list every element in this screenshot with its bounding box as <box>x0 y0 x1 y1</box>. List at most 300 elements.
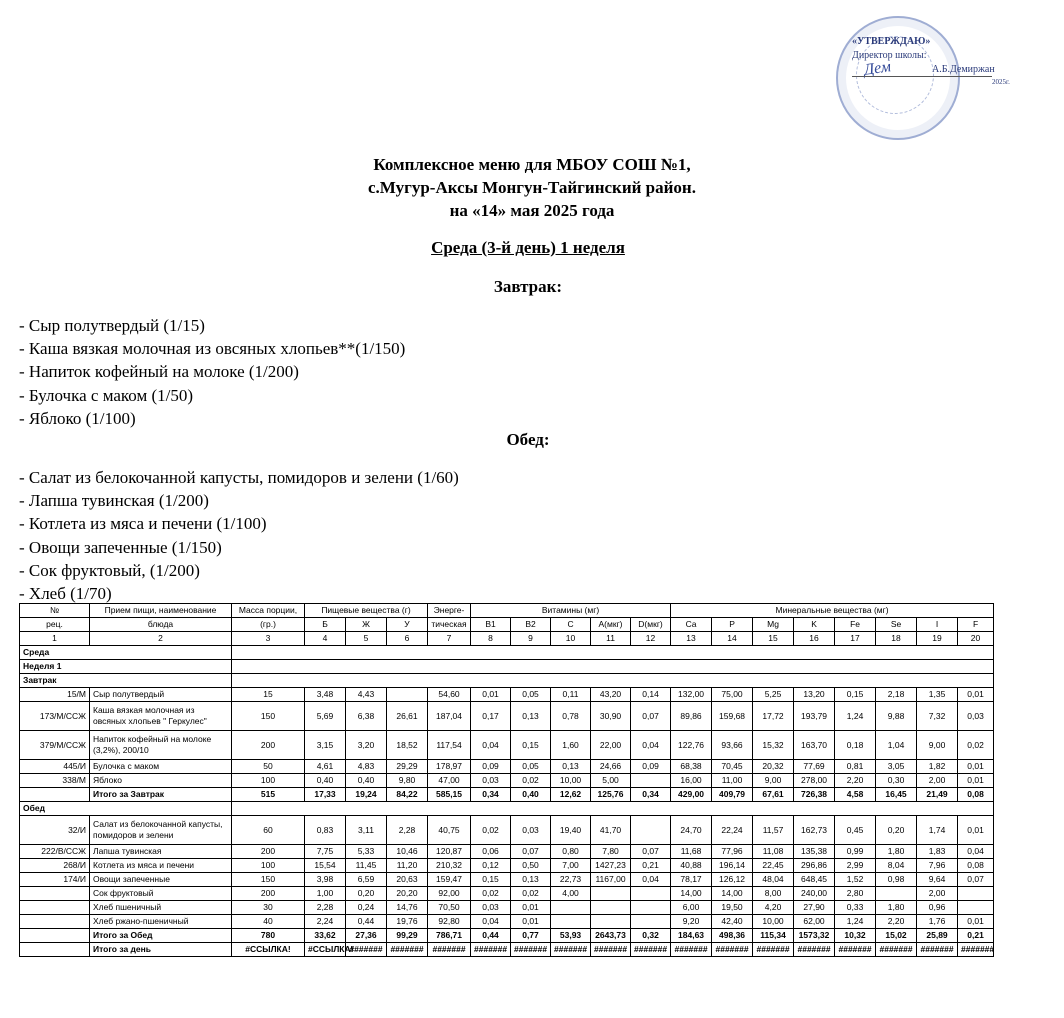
nutrient-value: 2,20 <box>876 915 917 929</box>
nutrient-value: 122,76 <box>671 731 712 760</box>
nutrient-value: ####### <box>428 943 471 957</box>
nutrient-value: 20,20 <box>387 887 428 901</box>
stamp-year-text: 2025г. <box>992 78 1010 86</box>
nutrient-value: 3,98 <box>305 873 346 887</box>
nutrient-value: 0,04 <box>631 731 671 760</box>
nutrient-value: 515 <box>232 788 305 802</box>
header-energy-2: тическая <box>428 618 471 632</box>
nutrient-value: 150 <box>232 873 305 887</box>
nutrient-value: 84,22 <box>387 788 428 802</box>
nutrient-value: 7,32 <box>917 702 958 731</box>
table-row <box>20 901 994 915</box>
nutrient-value: 0,04 <box>471 915 511 929</box>
nutrient-value: 2,18 <box>876 688 917 702</box>
nutrient-value: 126,12 <box>712 873 753 887</box>
table-row <box>20 859 994 873</box>
nutrient-value: 0,02 <box>511 887 551 901</box>
section-label: Обед <box>20 802 232 816</box>
nutrient-value: 0,08 <box>958 859 994 873</box>
nutrient-value: 5,33 <box>346 845 387 859</box>
nutrient-value: 4,00 <box>551 887 591 901</box>
nutrient-value: 29,29 <box>387 760 428 774</box>
recipe-number <box>20 887 90 901</box>
dish-name: Итого за Обед <box>90 929 232 943</box>
nutrient-value: 9,00 <box>917 731 958 760</box>
nutrient-value: 99,29 <box>387 929 428 943</box>
nutrient-value: 11,20 <box>387 859 428 873</box>
nutrient-value: 2,20 <box>835 774 876 788</box>
nutrient-value: ####### <box>958 943 994 957</box>
nutrient-value: ####### <box>835 943 876 957</box>
nutrient-value: 78,17 <box>671 873 712 887</box>
nutrient-value: 1,80 <box>876 845 917 859</box>
dish-name: Яблоко <box>90 774 232 788</box>
nutrient-value: 0,40 <box>346 774 387 788</box>
nutrient-value: 48,04 <box>753 873 794 887</box>
nutrient-value: 178,97 <box>428 760 471 774</box>
nutrient-value: 16,00 <box>671 774 712 788</box>
header-sub: B2 <box>511 618 551 632</box>
column-number: 2 <box>90 632 232 646</box>
column-number: 18 <box>876 632 917 646</box>
nutrient-value: 296,86 <box>794 859 835 873</box>
nutrient-value: 0,81 <box>835 760 876 774</box>
nutrient-value: 1,74 <box>917 816 958 845</box>
column-number-row <box>20 632 994 646</box>
nutrient-value: 0,44 <box>471 929 511 943</box>
section-filler <box>232 646 994 660</box>
nutrient-value: 0,12 <box>471 859 511 873</box>
header-vitamins: Витамины (мг) <box>471 604 671 618</box>
table-row <box>20 774 994 788</box>
nutrient-value: 0,08 <box>958 788 994 802</box>
nutrient-value: 240,00 <box>794 887 835 901</box>
nutrient-value: 0,34 <box>471 788 511 802</box>
nutrient-value: 24,66 <box>591 760 631 774</box>
header-sub: Б <box>305 618 346 632</box>
stamp-role-text: Директор школы: <box>852 50 927 61</box>
nutrient-value: 5,25 <box>753 688 794 702</box>
table-row <box>20 915 994 929</box>
nutrient-value: 780 <box>232 929 305 943</box>
nutrient-value: 4,83 <box>346 760 387 774</box>
nutrient-value: ####### <box>387 943 428 957</box>
nutrient-value: 0,14 <box>631 688 671 702</box>
nutrient-value: 2,28 <box>305 901 346 915</box>
nutrient-value: 0,99 <box>835 845 876 859</box>
column-number: 17 <box>835 632 876 646</box>
signature-line <box>852 76 992 77</box>
nutrient-value: 18,52 <box>387 731 428 760</box>
nutrient-value: 0,96 <box>917 901 958 915</box>
nutrient-value: 5,00 <box>591 774 631 788</box>
nutrient-value: 0,05 <box>511 760 551 774</box>
nutrient-value: 0,15 <box>471 873 511 887</box>
nutrient-value <box>958 901 994 915</box>
nutrient-value: 21,49 <box>917 788 958 802</box>
nutrient-value: 0,07 <box>631 845 671 859</box>
nutrient-value: 278,00 <box>794 774 835 788</box>
nutrient-value: ####### <box>876 943 917 957</box>
nutrient-value: 77,69 <box>794 760 835 774</box>
table-row <box>20 873 994 887</box>
nutrient-value: 11,08 <box>753 845 794 859</box>
header-sub: K <box>794 618 835 632</box>
signature-icon: Дем <box>862 58 893 79</box>
header-nutrients: Пищевые вещества (г) <box>305 604 428 618</box>
nutrient-value: 0,01 <box>958 915 994 929</box>
nutrient-value: 1,24 <box>835 915 876 929</box>
nutrient-value: ####### <box>671 943 712 957</box>
nutrient-value: 3,05 <box>876 760 917 774</box>
nutrient-value: 0,32 <box>631 929 671 943</box>
header-meal-2: блюда <box>90 618 232 632</box>
list-item: - Напиток кофейный на молоке (1/200) <box>19 362 299 382</box>
header-sub: У <box>387 618 428 632</box>
nutrient-value: 1167,00 <box>591 873 631 887</box>
nutrient-value: 14,00 <box>671 887 712 901</box>
dish-name: Напиток кофейный на молоке (3,2%), 200/10 <box>90 731 232 760</box>
dish-name: Сыр полутвердый <box>90 688 232 702</box>
nutrient-value: ####### <box>631 943 671 957</box>
recipe-number <box>20 943 90 957</box>
nutrient-value: 15,54 <box>305 859 346 873</box>
nutrient-value: 125,76 <box>591 788 631 802</box>
nutrient-value: 2,28 <box>387 816 428 845</box>
nutrient-value: 0,21 <box>958 929 994 943</box>
table-row <box>20 702 994 731</box>
header-sub: A(мкг) <box>591 618 631 632</box>
nutrient-value <box>631 901 671 915</box>
header-sub: F <box>958 618 994 632</box>
nutrient-value <box>958 887 994 901</box>
dish-name: Овощи запеченные <box>90 873 232 887</box>
nutrient-value: 50 <box>232 760 305 774</box>
nutrient-value: 100 <box>232 859 305 873</box>
nutrient-value: 0,01 <box>958 774 994 788</box>
nutrient-value: 26,61 <box>387 702 428 731</box>
nutrient-value: 498,36 <box>712 929 753 943</box>
nutrient-value: 41,70 <box>591 816 631 845</box>
nutrient-value: 2,00 <box>917 774 958 788</box>
nutrient-value: 0,04 <box>958 845 994 859</box>
header-sub: P <box>712 618 753 632</box>
nutrient-value: 184,63 <box>671 929 712 943</box>
nutrient-value: 20,32 <box>753 760 794 774</box>
nutrient-value: 3,48 <box>305 688 346 702</box>
column-number: 4 <box>305 632 346 646</box>
nutrient-value: 22,00 <box>591 731 631 760</box>
list-item: - Котлета из мяса и печени (1/100) <box>19 514 267 534</box>
stamp-name-text: А.Б.Демиржан <box>932 64 995 75</box>
nutrient-value: 22,45 <box>753 859 794 873</box>
nutrient-value: 11,00 <box>712 774 753 788</box>
column-number: 1 <box>20 632 90 646</box>
header-sub: C <box>551 618 591 632</box>
breakfast-heading: Завтрак: <box>493 277 563 296</box>
nutrient-value <box>631 774 671 788</box>
nutrient-value: 3,15 <box>305 731 346 760</box>
section-row-day <box>20 646 994 660</box>
nutrient-value: 1,35 <box>917 688 958 702</box>
nutrient-value: 70,50 <box>428 901 471 915</box>
header-energy: Энерге- <box>428 604 471 618</box>
list-item: - Овощи запеченные (1/150) <box>19 537 222 557</box>
column-number: 7 <box>428 632 471 646</box>
dish-name: Котлета из мяса и печени <box>90 859 232 873</box>
total-row <box>20 788 994 802</box>
table-row <box>20 845 994 859</box>
total-row <box>20 943 994 957</box>
nutrient-value: 2,80 <box>835 887 876 901</box>
nutrient-value: 2,00 <box>917 887 958 901</box>
nutrient-value: 0,21 <box>631 859 671 873</box>
recipe-number: 173/М/ССЖ <box>20 702 90 731</box>
nutrient-value: 1,00 <box>305 887 346 901</box>
nutrient-value: 0,15 <box>511 731 551 760</box>
nutrient-value: 0,78 <box>551 702 591 731</box>
nutrient-value: 1,24 <box>835 702 876 731</box>
nutrient-value: 429,00 <box>671 788 712 802</box>
page-title-line-1: Комплексное меню для МБОУ СОШ №1, <box>373 155 691 174</box>
nutrient-value: 0,45 <box>835 816 876 845</box>
nutrient-value: ####### <box>753 943 794 957</box>
nutrient-value: 0,80 <box>551 845 591 859</box>
nutrient-value: 11,45 <box>346 859 387 873</box>
header-sub: D(мкг) <box>631 618 671 632</box>
nutrient-value: 1,80 <box>876 901 917 915</box>
nutrient-value: 7,75 <box>305 845 346 859</box>
nutrient-value: 132,00 <box>671 688 712 702</box>
nutrient-value: 7,96 <box>917 859 958 873</box>
list-item: - Сыр полутвердый (1/15) <box>19 316 205 335</box>
header-sub: Ж <box>346 618 387 632</box>
header-num: № <box>20 604 90 618</box>
nutrient-value: 100 <box>232 774 305 788</box>
list-item: - Салат из белокочанной капусты, помидоров и зелени (1/60) <box>19 468 459 487</box>
lunch-list <box>19 466 459 605</box>
nutrient-value: ####### <box>712 943 753 957</box>
nutrition-table <box>19 603 994 957</box>
nutrient-value: 33,62 <box>305 929 346 943</box>
nutrient-value: 0,01 <box>471 688 511 702</box>
header-meal: Прием пищи, наименование <box>90 604 232 618</box>
nutrient-value: 93,66 <box>712 731 753 760</box>
page-title-line-3: на «14» мая 2025 года <box>449 201 615 220</box>
nutrient-value: 196,14 <box>712 859 753 873</box>
recipe-number: 222/В/ССЖ <box>20 845 90 859</box>
header-sub: Se <box>876 618 917 632</box>
table-row <box>20 760 994 774</box>
nutrient-value: 17,33 <box>305 788 346 802</box>
nutrient-value: 43,20 <box>591 688 631 702</box>
nutrient-value: 120,87 <box>428 845 471 859</box>
nutrient-value: 200 <box>232 845 305 859</box>
nutrient-value: 0,07 <box>958 873 994 887</box>
nutrient-value: 0,18 <box>835 731 876 760</box>
recipe-number: 15/М <box>20 688 90 702</box>
nutrient-value: 585,15 <box>428 788 471 802</box>
header-minerals: Минеральные вещества (мг) <box>671 604 994 618</box>
nutrient-value: 9,80 <box>387 774 428 788</box>
nutrient-value: 27,90 <box>794 901 835 915</box>
column-number: 11 <box>591 632 631 646</box>
nutrient-value: 0,34 <box>631 788 671 802</box>
column-number: 15 <box>753 632 794 646</box>
column-number: 6 <box>387 632 428 646</box>
column-number: 3 <box>232 632 305 646</box>
nutrient-value: 19,40 <box>551 816 591 845</box>
nutrient-value: ####### <box>917 943 958 957</box>
nutrient-value: 0,04 <box>631 873 671 887</box>
nutrient-value: 0,03 <box>958 702 994 731</box>
total-row <box>20 929 994 943</box>
nutrient-value: ####### <box>471 943 511 957</box>
recipe-number <box>20 929 90 943</box>
nutrient-value: 75,00 <box>712 688 753 702</box>
list-item: - Лапша тувинская (1/200) <box>19 491 209 511</box>
nutrient-value: 3,11 <box>346 816 387 845</box>
nutrient-value: 1,83 <box>917 845 958 859</box>
recipe-number: 379/М/ССЖ <box>20 731 90 760</box>
section-row-lunch <box>20 802 994 816</box>
nutrient-value: 40,88 <box>671 859 712 873</box>
nutrient-value: 0,01 <box>958 816 994 845</box>
header-sub: Ca <box>671 618 712 632</box>
nutrient-value: 40,75 <box>428 816 471 845</box>
nutrient-value: 24,70 <box>671 816 712 845</box>
dish-name: Лапша тувинская <box>90 845 232 859</box>
nutrient-value: 0,02 <box>471 887 511 901</box>
table-row <box>20 731 994 760</box>
nutrient-value: 70,45 <box>712 760 753 774</box>
nutrient-value: 162,73 <box>794 816 835 845</box>
nutrient-value: 0,20 <box>346 887 387 901</box>
dish-name: Салат из белокочанной капусты, помидоров и зелени <box>90 816 232 845</box>
table-row <box>20 816 994 845</box>
dish-name: Каша вязкая молочная из овсяных хлопьев " Геркулес" <box>90 702 232 731</box>
nutrient-value: 54,60 <box>428 688 471 702</box>
nutrient-value: 16,45 <box>876 788 917 802</box>
dish-name: Итого за день <box>90 943 232 957</box>
nutrient-value: 10,32 <box>835 929 876 943</box>
nutrient-value: ####### <box>794 943 835 957</box>
table-row <box>20 887 994 901</box>
list-item: - Каша вязкая молочная из овсяных хлопьев**(1/150) <box>19 339 406 359</box>
nutrient-value: 92,00 <box>428 887 471 901</box>
nutrient-value: 117,54 <box>428 731 471 760</box>
nutrient-value: 30 <box>232 901 305 915</box>
day-subtitle: Среда (3-й день) 1 неделя <box>431 238 625 257</box>
nutrient-value: #ССЫЛКА! <box>305 943 346 957</box>
nutrient-value: 159,68 <box>712 702 753 731</box>
recipe-number: 174/И <box>20 873 90 887</box>
column-number: 8 <box>471 632 511 646</box>
nutrient-value: ####### <box>591 943 631 957</box>
nutrient-value: 1427,23 <box>591 859 631 873</box>
nutrient-value: 89,86 <box>671 702 712 731</box>
nutrient-value: 2,24 <box>305 915 346 929</box>
nutrient-value: 0,02 <box>511 774 551 788</box>
nutrient-value: 92,80 <box>428 915 471 929</box>
nutrient-value: 0,09 <box>631 760 671 774</box>
nutrient-value: 4,43 <box>346 688 387 702</box>
nutrient-value: 0,11 <box>551 688 591 702</box>
recipe-number: 338/М <box>20 774 90 788</box>
nutrient-value: 648,45 <box>794 873 835 887</box>
nutrient-value: 0,44 <box>346 915 387 929</box>
header-sub: I <box>917 618 958 632</box>
nutrient-value: 193,79 <box>794 702 835 731</box>
section-row-week <box>20 660 994 674</box>
dish-name: Булочка с маком <box>90 760 232 774</box>
nutrient-value <box>387 688 428 702</box>
nutrient-value: 726,38 <box>794 788 835 802</box>
header-mass-2: (гр.) <box>232 618 305 632</box>
nutrient-value: 150 <box>232 702 305 731</box>
nutrient-value <box>591 887 631 901</box>
nutrient-value <box>631 816 671 845</box>
section-label: Среда <box>20 646 232 660</box>
nutrient-value: 0,20 <box>876 816 917 845</box>
nutrient-value: 200 <box>232 887 305 901</box>
nutrient-value: 115,34 <box>753 929 794 943</box>
page-title-line-2: с.Мугур-Аксы Монгун-Тайгинский район. <box>368 178 696 197</box>
nutrient-value: 0,40 <box>305 774 346 788</box>
nutrient-value: 786,71 <box>428 929 471 943</box>
nutrient-value: 0,01 <box>511 901 551 915</box>
nutrient-value: 10,00 <box>753 915 794 929</box>
approval-stamp <box>836 16 1010 136</box>
nutrient-value: 4,58 <box>835 788 876 802</box>
nutrient-value: 12,62 <box>551 788 591 802</box>
column-number: 20 <box>958 632 994 646</box>
column-number: 9 <box>511 632 551 646</box>
nutrient-value: 19,50 <box>712 901 753 915</box>
nutrient-value: 0,03 <box>471 901 511 915</box>
nutrient-value: 0,06 <box>471 845 511 859</box>
column-number: 19 <box>917 632 958 646</box>
nutrient-value: 159,47 <box>428 873 471 887</box>
nutrient-value: 14,00 <box>712 887 753 901</box>
list-item: - Яблоко (1/100) <box>19 408 136 428</box>
column-number: 5 <box>346 632 387 646</box>
recipe-number <box>20 901 90 915</box>
nutrient-value <box>876 887 917 901</box>
nutrient-value: 1,60 <box>551 731 591 760</box>
nutrient-value: 0,40 <box>511 788 551 802</box>
recipe-number: 268/И <box>20 859 90 873</box>
nutrient-value: 9,00 <box>753 774 794 788</box>
nutrient-value: ####### <box>511 943 551 957</box>
nutrient-value: 0,01 <box>958 688 994 702</box>
nutrient-value: 22,24 <box>712 816 753 845</box>
nutrient-value: 9,64 <box>917 873 958 887</box>
nutrient-value: 0,09 <box>471 760 511 774</box>
nutrient-value: 187,04 <box>428 702 471 731</box>
nutrient-value: 163,70 <box>794 731 835 760</box>
dish-name: Итого за Завтрак <box>90 788 232 802</box>
column-number: 16 <box>794 632 835 646</box>
nutrient-value: 0,01 <box>511 915 551 929</box>
nutrient-value: 0,03 <box>511 816 551 845</box>
nutrient-value <box>551 915 591 929</box>
nutrient-value: 1573,32 <box>794 929 835 943</box>
nutrient-value: 0,24 <box>346 901 387 915</box>
nutrient-value: 67,61 <box>753 788 794 802</box>
nutrient-value: 0,04 <box>471 731 511 760</box>
nutrient-value: 7,80 <box>591 845 631 859</box>
